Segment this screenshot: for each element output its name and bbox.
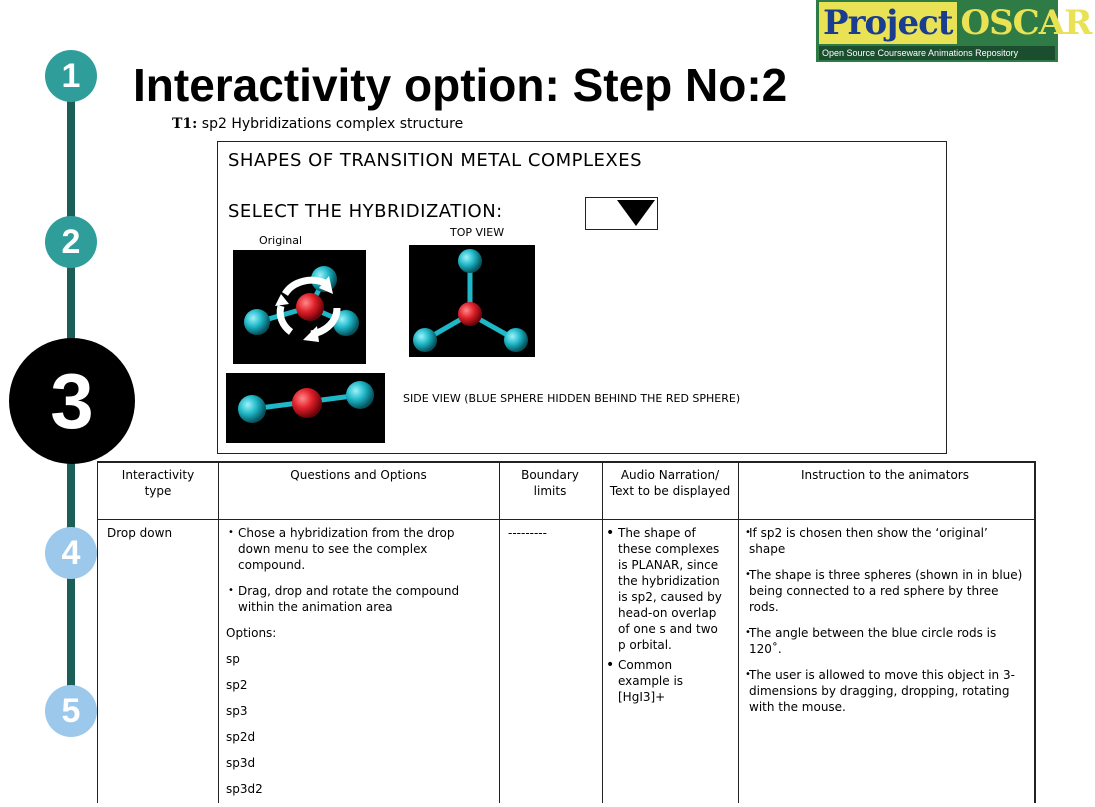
option-item: sp3 [226, 703, 488, 719]
project-oscar-logo [816, 0, 1058, 62]
panel-heading: SHAPES OF TRANSITION METAL COMPLEXES [228, 150, 642, 171]
dropdown-arrow-icon[interactable] [617, 200, 655, 226]
animation-panel [217, 141, 947, 454]
top-view-molecule [409, 245, 535, 357]
original-molecule-view[interactable] [233, 250, 366, 364]
side-view-molecule [226, 373, 385, 443]
instruction-item: • The user is allowed to move this object in 3-dimensions by dragging, dropping, rotating with the mouse. [743, 667, 1025, 715]
cyan-atom [504, 328, 528, 352]
top-view-label: TOP VIEW [450, 226, 504, 239]
cell-animator-instructions [743, 525, 1025, 725]
select-hybridization-label: SELECT THE HYBRIDIZATION: [228, 201, 503, 222]
step-3-marker: 3 [9, 338, 135, 464]
header-audio-narration: Audio Narration/ Text to be displayed [608, 467, 732, 499]
hybridization-dropdown[interactable] [585, 197, 658, 230]
step-4-marker: 4 [45, 527, 97, 579]
cyan-atom [346, 381, 374, 409]
option-item: sp2 [226, 677, 488, 693]
cell-audio-narration [606, 525, 726, 715]
options-label: Options: [226, 625, 488, 641]
cell-questions-options [226, 525, 488, 807]
instruction-item: • The shape is three spheres (shown in in blue) being connected to a red sphere by three rods. [743, 567, 1025, 615]
header-questions-options: Questions and Options [224, 467, 493, 483]
red-atom [296, 293, 324, 321]
red-atom [292, 388, 322, 418]
col-divider [499, 463, 603, 803]
cyan-atom [244, 309, 270, 335]
option-item: sp3d [226, 755, 488, 771]
header-interactivity-type: Interactivity type [112, 467, 204, 499]
header-row-divider [98, 519, 1034, 520]
instruction-item: • If sp2 is chosen then show the ‘original’ shape [743, 525, 1025, 557]
question-item: • Chose a hybridization from the drop down menu to see the complex compound. [226, 525, 488, 573]
option-item: sp3d2 [226, 781, 488, 797]
subtitle-text: sp2 Hybridizations complex structure [202, 116, 463, 132]
instruction-item: • The angle between the blue circle rods is 120˚. [743, 625, 1025, 657]
question-item: • Drag, drop and rotate the compound within the animation area [226, 583, 488, 615]
logo-word-oscar: OSCAR [957, 3, 1095, 43]
side-view-label: SIDE VIEW (BLUE SPHERE HIDDEN BEHIND THE RED SPHERE) [403, 392, 740, 405]
page-title: Interactivity option: Step No:2 [133, 58, 787, 112]
subtitle-label: T1: [172, 116, 197, 132]
storyboard-table [97, 461, 1036, 803]
option-item: sp2d [226, 729, 488, 745]
logo-tagline: Open Source Courseware Animations Repository [819, 46, 1055, 60]
original-view-label: Original [259, 234, 302, 247]
cyan-atom [238, 395, 266, 423]
cell-interactivity-type: Drop down [107, 525, 211, 541]
narration-item: • Common example is [HgI3]+ [606, 657, 726, 705]
option-item: sp [226, 651, 488, 667]
col-divider [98, 463, 219, 803]
page-subtitle [172, 116, 463, 132]
logo-word-project: Project [819, 2, 957, 44]
header-animator-instructions: Instruction to the animators [744, 467, 1026, 483]
red-atom [458, 302, 482, 326]
cell-boundary-limits: --------- [508, 525, 596, 541]
cyan-atom [413, 328, 437, 352]
step-2-marker: 2 [45, 216, 97, 268]
cyan-atom [458, 249, 482, 273]
header-boundary-limits: Boundary limits [510, 467, 590, 499]
step-1-marker: 1 [45, 50, 97, 102]
narration-item: • The shape of these complexes is PLANAR, since the hybridization is sp2, caused by head-on overlap of one s and two p orbital. [606, 525, 726, 653]
step-5-marker: 5 [45, 685, 97, 737]
